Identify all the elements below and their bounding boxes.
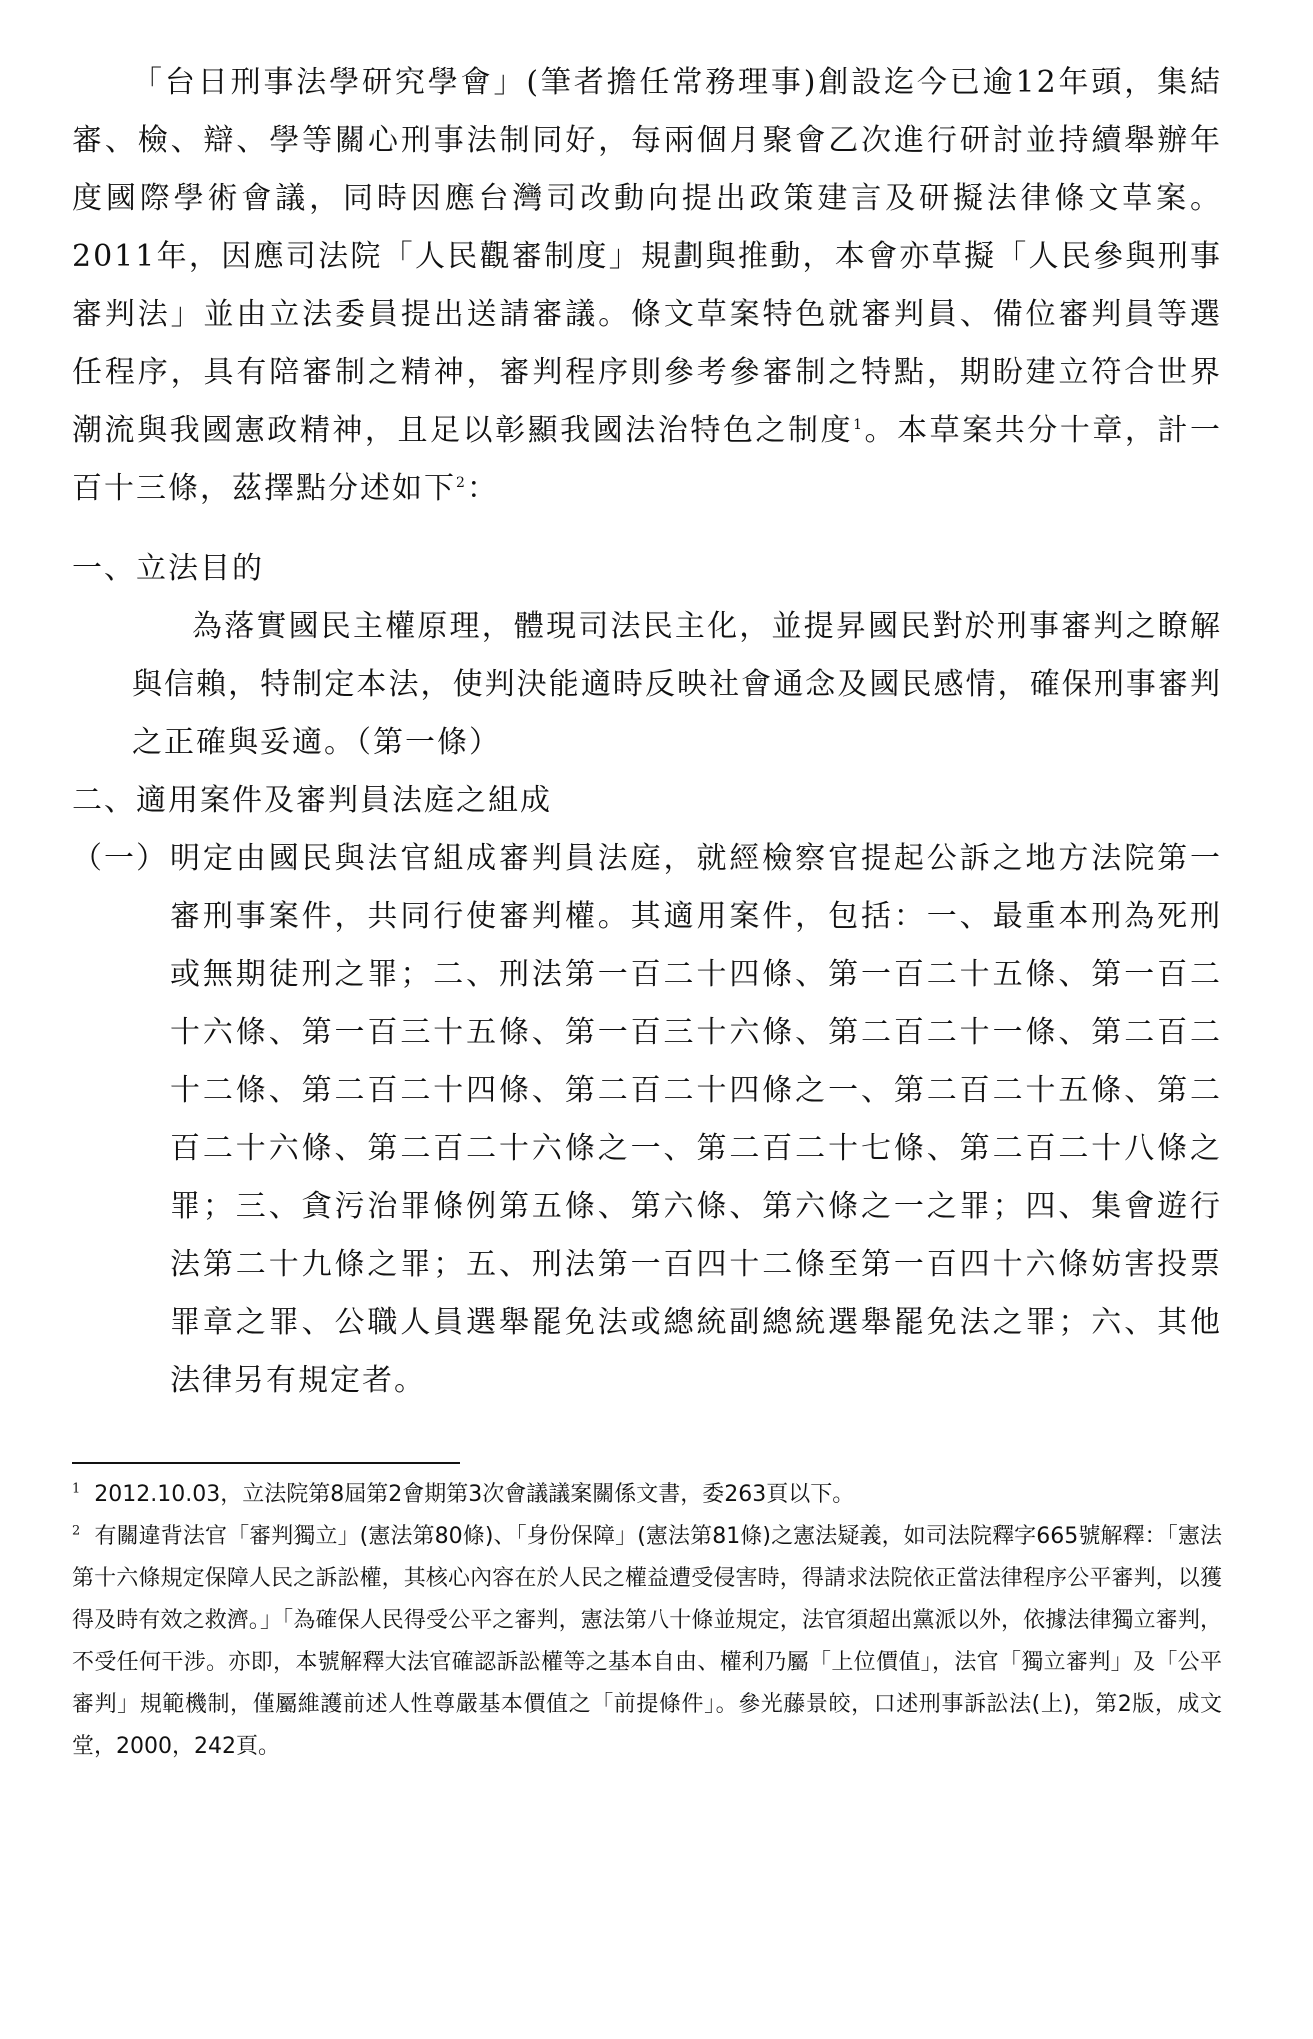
- intro-text-2: 。本草案共分十章，計一百十三條，茲擇點分述如下: [72, 413, 1223, 506]
- list-item-label: （一）: [72, 841, 168, 876]
- intro-text-3: ：: [466, 471, 499, 506]
- intro-text-1: 「台日刑事法學研究學會」(筆者擔任常務理事)創設迄今已逾12年頭，集結審、檢、辯、學等關心刑事法制同好，每兩個月聚會乙次進行研討並持續舉辦年度國際學術會議，同時因應台灣司改動向提出政策建言及研擬法律條文草案。2011年，因應司法院「人民觀審制度」規劃與推動，本會亦草擬「人民參與刑事審判法」並由立法委員提出送請審議。條文草案特色就審判員、備位審判員等選任程序，具有陪審制之精神，審判程序則參考參審制之特點，期盼建立符合世界潮流與我國憲政精神，且足以彰顯我國法治特色之制度: [72, 65, 1222, 448]
- section-body-1: 為落實國民主權原理，體現司法民主化，並提昇國民對於刑事審判之瞭解與信賴，特制定本法，使判決能適時反映社會通念及國民感情，確保刑事審判之正確與妥適。（第一條）: [132, 609, 1222, 760]
- footnote-number: 2: [72, 1523, 81, 1539]
- footnote-1: [72, 1474, 1222, 1516]
- footnotes: [72, 1462, 1222, 1768]
- intro-paragraph: [72, 54, 1222, 518]
- footnote-2: [72, 1516, 1222, 1768]
- list-item-text: 明定由國民與法官組成審判員法庭，就經檢察官提起公訴之地方法院第一審刑事案件，共同行使審判權。其適用案件，包括：一、最重本刑為死刑或無期徒刑之罪；二、刑法第一百二十四條、第一百二十五條、第一百二十六條、第一百三十五條、第一百三十六條、第二百二十一條、第二百二十二條、第二百二十四條、第二百二十四條之一、第二百二十五條、第二百二十六條、第二百二十六條之一、第二百二十七條、第二百二十八條之罪；三、貪污治罪條例第五條、第六條、第六條之一之罪；四、集會遊行法第二十九條之罪；五、刑法第一百四十二條至第一百四十六條妨害投票罪章之罪、公職人員選舉罷免法或總統副總統選舉罷免法之罪；六、其他法律另有規定者。: [170, 841, 1222, 1398]
- section-heading-1: 一、立法目的: [72, 551, 264, 586]
- main-text: [72, 54, 1222, 1410]
- footnote-ref-1[interactable]: 1: [853, 417, 865, 433]
- footnote-separator: [72, 1462, 460, 1464]
- footnote-ref-2[interactable]: 2: [456, 475, 467, 491]
- footnote-text: 2012.10.03，立法院第8屆第2會期第3次會議議案關係文書，委263頁以下。: [94, 1482, 855, 1507]
- footnote-number: 1: [72, 1481, 81, 1497]
- list-item: [72, 830, 1222, 1410]
- footnote-text: 有關違背法官「審判獨立」(憲法第80條)、「身份保障」(憲法第81條)之憲法疑義，如司法院釋字665號解釋：「憲法第十六條規定保障人民之訴訟權，其核心內容在於人民之權益遭受侵害時，得請求法院依正當法律程序公平審判，以獲得及時有效之救濟。」「為確保人民得受公平之審判，憲法第八十條並規定，法官須超出黨派以外，依據法律獨立審判，不受任何干涉。亦即，本號解釋大法官確認訴訟權等之基本自由、權利乃屬「上位價值」，法官「獨立審判」及「公平審判」規範機制，僅屬維護前述人性尊嚴基本價值之「前提條件」。參光藤景皎，口述刑事訴訟法(上)，第2版，成文堂，2000，242頁。: [72, 1524, 1222, 1759]
- section-heading-2: 二、適用案件及審判員法庭之組成: [72, 783, 552, 818]
